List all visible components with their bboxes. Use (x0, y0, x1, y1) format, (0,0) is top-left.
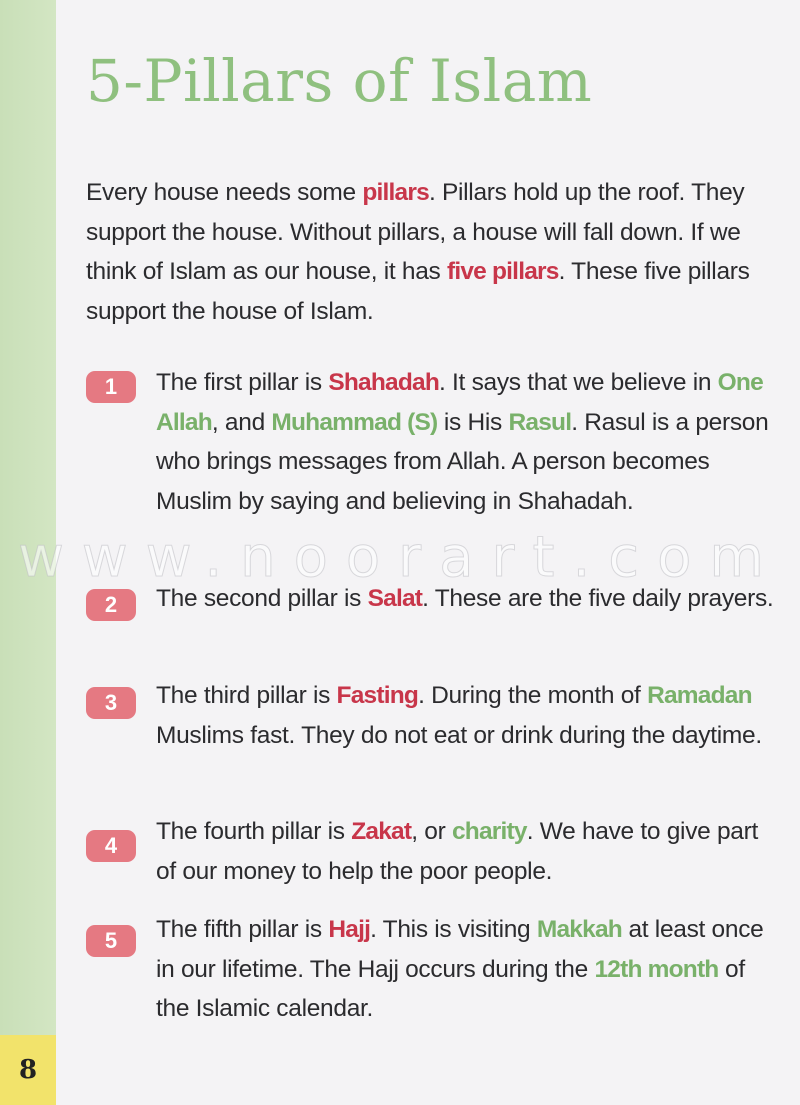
intro-paragraph: Every house needs some pillars. Pillars hold up the roof. They support the house. Without pillars, a house will fall down. If we think of Islam as our house, it has five pillars. These five pillars support the house of Islam. (86, 179, 750, 325)
keyword-shahadah: Shahadah (328, 369, 440, 396)
keyword-salat: Salat (367, 585, 423, 612)
keyword-ramadan: Ramadan (647, 682, 752, 709)
keyword-fasting: Fasting (336, 682, 419, 709)
keyword-12th-month: 12th month (594, 955, 719, 983)
keyword-muhammad: Muhammad (S) (271, 408, 438, 436)
side-color-strip (0, 0, 56, 1105)
page-title: 5-Pillars of Islam (86, 47, 593, 115)
keyword-five-pillars: five pillars (446, 258, 559, 285)
keyword-hajj: Hajj (328, 916, 371, 943)
keyword-rasul: Rasul (508, 408, 572, 436)
number-badge: 2 (86, 589, 136, 621)
page-number-box (0, 1035, 56, 1105)
number-badge: 5 (86, 925, 136, 957)
pillar-text: The first pillar is Shahadah. It says that we believe in One Allah, and Muhammad (S) is His Rasul. Rasul is a person who brings messages from Allah. A person becomes Muslim by saying and believing in Shahadah. (156, 369, 769, 515)
watermark: www.noorart.com (18, 525, 782, 590)
keyword-one-allah: One Allah (156, 369, 763, 436)
number-badge: 1 (86, 371, 136, 403)
pillar-text: The fifth pillar is Hajj. This is visiting Makkah at least once in our lifetime. The Hajj occurs during the 12th month of the Islamic calendar. (156, 916, 764, 1022)
number-badge: 3 (86, 687, 136, 719)
keyword-pillars: pillars (362, 179, 429, 206)
keyword-makkah: Makkah (536, 916, 622, 943)
page-number: 8 (18, 1055, 38, 1085)
keyword-zakat: Zakat (351, 818, 412, 845)
number-badge: 4 (86, 830, 136, 862)
pillar-text: The fourth pillar is Zakat, or charity. We have to give part of our money to help the poor people. (156, 818, 758, 885)
pillar-text: The third pillar is Fasting. During the month of Ramadan Muslims fast. They do not eat or drink during the daytime. (156, 682, 762, 749)
keyword-charity: charity (451, 818, 527, 845)
pillar-text: The second pillar is Salat. These are the five daily prayers. (156, 585, 774, 612)
